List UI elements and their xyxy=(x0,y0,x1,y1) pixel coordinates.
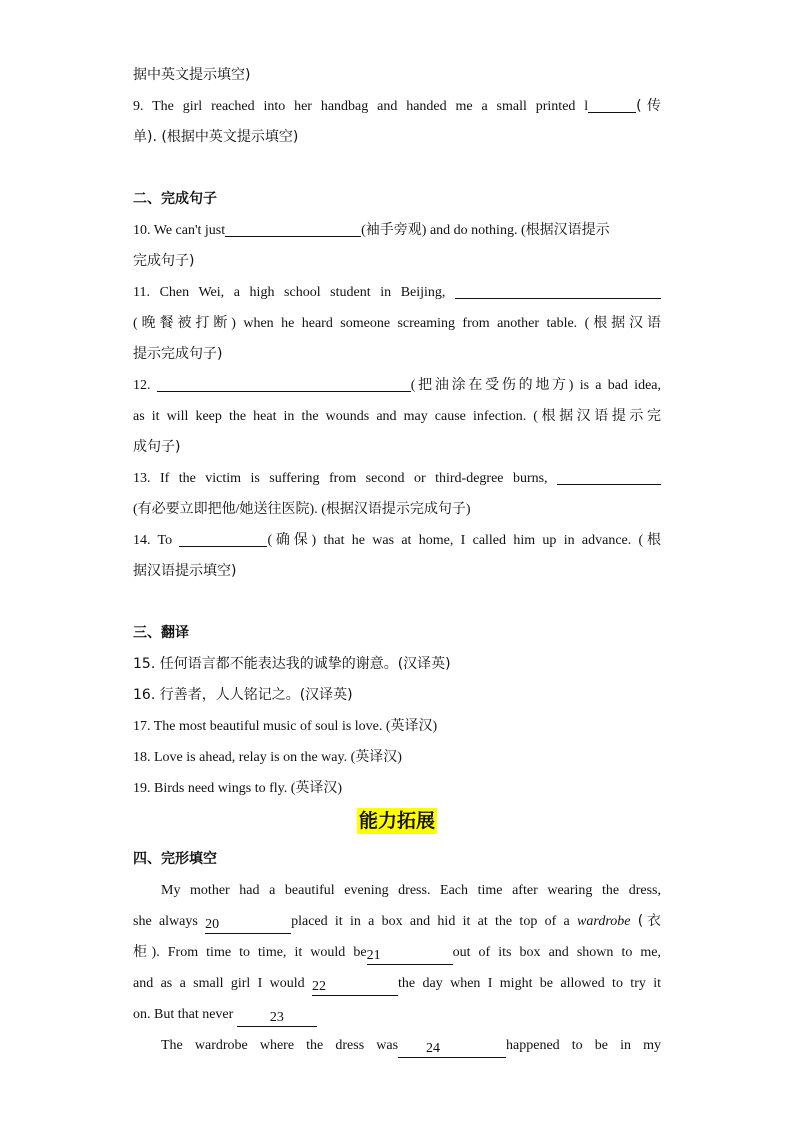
question-number: 11. xyxy=(133,285,150,300)
cloze-text: (衣 xyxy=(637,913,661,929)
question-number: 19. xyxy=(133,781,151,796)
cloze-line-2 xyxy=(133,906,661,937)
cloze-text: happened to be in my xyxy=(506,1038,661,1053)
cloze-line-4 xyxy=(133,968,661,999)
question-18 xyxy=(133,742,661,773)
question-13 xyxy=(133,463,661,494)
question-text: The most beautiful music of soul is love. (英译汉) xyxy=(153,719,438,734)
cloze-text: out of its box and shown to me, xyxy=(452,945,661,960)
question-10-continuation: 完成句子) xyxy=(133,253,195,269)
q8-continuation: 据中英文提示填空) xyxy=(133,67,251,83)
question-12-line-2: as it will keep the heat in the wounds and may cause infection. (根据汉语提示完 xyxy=(133,409,661,424)
hint-text: (确保) that he was at home, I called him up in advance. (根 xyxy=(267,533,661,548)
question-number: 14. xyxy=(133,533,151,548)
question-text: 任何语言都不能表达我的诚挚的谢意。(汉译英) xyxy=(159,656,451,672)
question-number: 13. xyxy=(133,471,151,486)
question-15 xyxy=(133,649,661,680)
answer-blank[interactable] xyxy=(225,220,361,237)
question-text: To xyxy=(157,533,173,548)
ability-extension-banner: 能力拓展 xyxy=(358,810,435,832)
hint-text: (把油涂在受伤的地方) is a bad idea, xyxy=(410,378,661,393)
cloze-text: and as a small girl I would xyxy=(133,976,305,991)
cloze-text: on. But that never xyxy=(133,1007,234,1022)
answer-blank[interactable] xyxy=(588,96,636,113)
section-3-title: 三、翻译 xyxy=(133,625,189,641)
hint-text: (传 xyxy=(636,98,661,114)
question-text: Love is ahead, relay is on the way. (英译汉) xyxy=(154,750,402,765)
cloze-text: 柜). From time to time, it would be xyxy=(133,945,367,960)
question-number: 9. xyxy=(133,99,144,114)
cloze-blank-20[interactable]: 20 xyxy=(205,917,291,934)
answer-blank[interactable] xyxy=(455,282,661,299)
cloze-blank-23[interactable]: 23 xyxy=(237,1010,317,1027)
question-13-line-2: (有必要立即把他/她送往医院). (根据汉语提示完成句子) xyxy=(133,502,471,517)
cloze-line-5 xyxy=(133,999,661,1030)
answer-blank[interactable] xyxy=(157,375,411,392)
question-19 xyxy=(133,773,661,804)
question-11-line-2: (晚餐被打断) when he heard someone screaming from another table. (根据汉语 xyxy=(133,316,661,331)
question-16 xyxy=(133,680,661,711)
question-9-continuation: 单). (根据中英文提示填空) xyxy=(133,129,299,145)
question-12 xyxy=(133,370,661,401)
answer-blank[interactable] xyxy=(557,468,661,485)
hint-text: (袖手旁观) and do nothing. (根据汉语提示 xyxy=(361,223,610,238)
question-text: We can't just xyxy=(153,223,226,238)
question-14-continuation: 据汉语提示填空) xyxy=(133,563,237,579)
cloze-text: The wardrobe where the dress was xyxy=(161,1038,399,1053)
question-text: The girl reached into her handbag and handed me a small printed l xyxy=(152,99,589,114)
cloze-line-1: My mother had a beautiful evening dress. Each time after wearing the dress, xyxy=(161,883,661,898)
question-text: Birds need wings to fly. (英译汉) xyxy=(154,781,343,796)
question-text: If the victim is suffering from second or third-degree burns, xyxy=(159,471,548,486)
banner-row xyxy=(133,804,661,844)
section-4-title: 四、完形填空 xyxy=(133,851,217,867)
question-text: 行善者，人人铭记之。(汉译英) xyxy=(159,687,353,703)
question-11 xyxy=(133,277,661,308)
question-17 xyxy=(133,711,661,742)
cloze-blank-22[interactable]: 22 xyxy=(312,979,398,996)
cloze-blank-24[interactable]: 24 xyxy=(398,1041,506,1058)
question-12-continuation: 成句子) xyxy=(133,439,181,455)
question-number: 12. xyxy=(133,378,151,393)
question-10 xyxy=(133,215,661,246)
answer-blank[interactable] xyxy=(179,530,267,547)
question-9 xyxy=(133,91,661,122)
question-text: Chen Wei, a high school student in Beijing, xyxy=(159,285,446,300)
cloze-italic-word: wardrobe xyxy=(577,914,631,929)
cloze-text: she always xyxy=(133,914,198,929)
question-number: 16. xyxy=(133,687,156,703)
cloze-blank-21[interactable]: 21 xyxy=(367,948,453,965)
section-2-title: 二、完成句子 xyxy=(133,191,217,207)
question-number: 17. xyxy=(133,719,151,734)
question-number: 15. xyxy=(133,656,156,672)
cloze-text: the day when I might be allowed to try it xyxy=(398,976,661,991)
worksheet-content xyxy=(133,60,661,1061)
cloze-paragraph-2-line-1 xyxy=(133,1030,661,1061)
question-number: 18. xyxy=(133,750,151,765)
cloze-line-3 xyxy=(133,937,661,968)
cloze-text: placed it in a box and hid it at the top of a xyxy=(291,914,570,929)
question-number: 10. xyxy=(133,223,151,238)
question-11-continuation: 提示完成句子) xyxy=(133,346,223,362)
question-14 xyxy=(133,525,661,556)
